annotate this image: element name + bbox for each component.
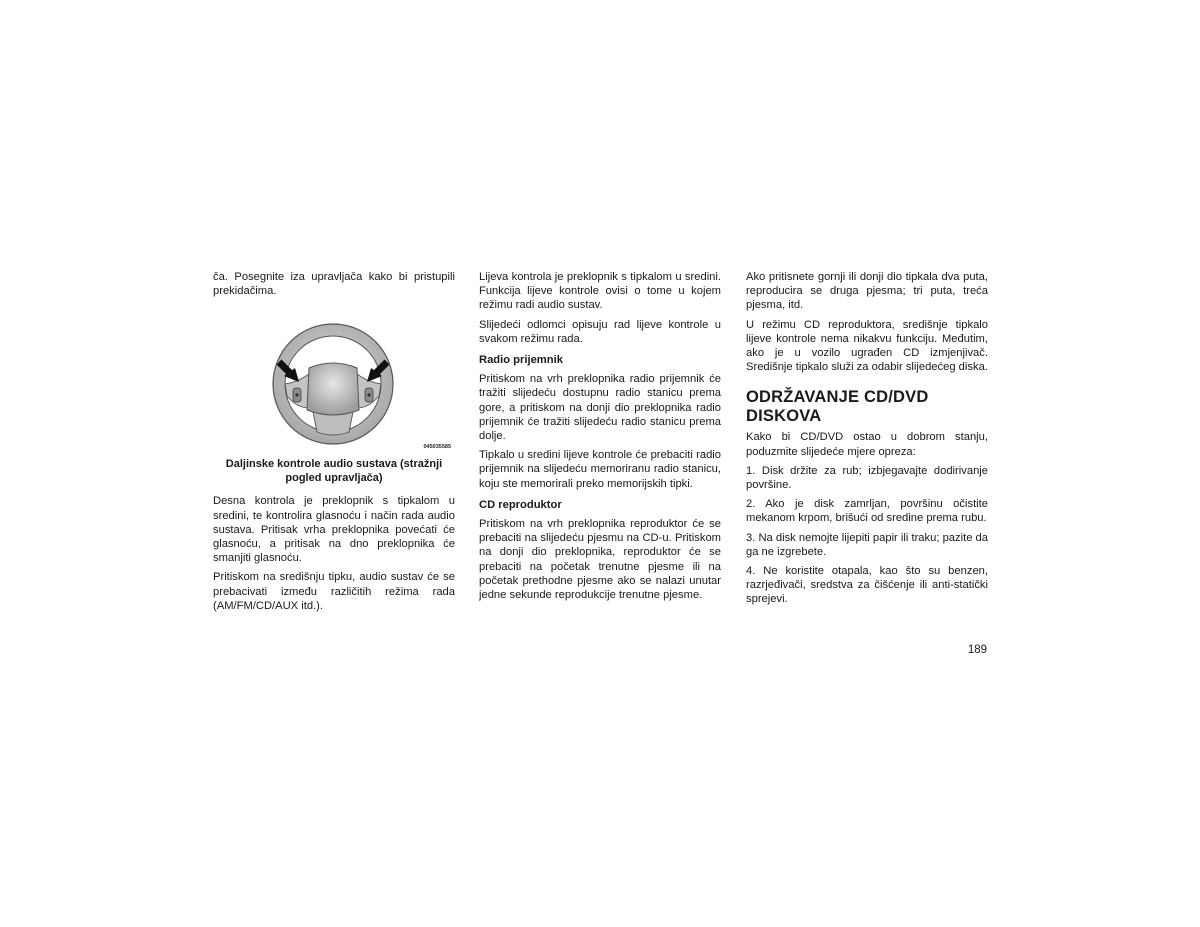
figure-code: 045035585 <box>423 444 451 451</box>
intro-paragraph: ča. Posegnite iza upravljača kako bi pristupili prekidačima. <box>213 271 455 298</box>
radio-paragraph-1: Pritiskom na vrh preklopnika radio prijemnik će tražiti slijedeću dostupnu radio stanicu prema gore, a pritiskom na donji dio preklopnika radio prijemnik će tražiti slijedeću radio stanicu prema dolje. <box>479 373 721 443</box>
radio-heading: Radio prijemnik <box>479 354 563 367</box>
cd-paragraph-2: Ako pritisnete gornji ili donji dio tipkala dva puta, reproducira se druga pjesma; tri puta, treća pjesma, itd. <box>746 271 988 312</box>
list-item: 1. Disk držite za rub; izbjegavajte dodirivanje površine. <box>746 464 988 492</box>
steering-wheel-illustration <box>213 312 455 452</box>
center-button-paragraph: Pritiskom na središnju tipku, audio sustav će se prebacivati između različitih režima rada (AM/FM/CD/AUX itd.). <box>213 571 455 612</box>
right-control-paragraph: Desna kontrola je preklopnik s tipkalom u sredini, te kontrolira glasnoću i način rada audio sustava. Pritisak vrha preklopnika povećati će glasnoću, a pritisak na dno preklopnika će smanjiti glasnoću. <box>213 495 455 565</box>
figure-caption: Daljinske kontrole audio sustava (stražnji pogled upravljača) <box>225 458 443 484</box>
steering-wheel-figure <box>213 312 455 452</box>
modes-paragraph: Slijedeći odlomci opisuju rad lijeve kontrole u svakom režimu rada. <box>479 318 721 345</box>
cd-paragraph-1: Pritiskom na vrh preklopnika reproduktor će se prebaciti na slijedeću pjesmu na CD-u. Pritiskom na donji dio preklopnika, reproduktor će se prebaciti na početak trenutne pjesme ili na početak prethodne pjesme ako se nalazi unutar jedne sekunde reprodukcije trenutne pjesme. <box>479 518 721 602</box>
left-control-paragraph: Lijeva kontrola je preklopnik s tipkalom u sredini. Funkcija lijeve kontrole ovisi o tome u kojem režimu radi audio sustav. <box>479 271 721 312</box>
maintenance-intro: Kako bi CD/DVD ostao u dobrom stanju, poduzmite slijedeće mjere opreza: <box>746 431 988 458</box>
list-item: 3. Na disk nemojte lijepiti papir ili traku; pazite da ga ne izgrebete. <box>746 531 988 558</box>
cd-heading: CD reproduktor <box>479 498 562 511</box>
cd-paragraph-3: U režimu CD reproduktora, središnje tipkalo lijeve kontrole nema nikakvu funkciju. Međutim, ako je u vozilo ugrađen CD izmjenjivač. Središnje tipkalo služi za odabir slijedećeg diska. <box>746 318 988 374</box>
column-middle <box>479 270 721 607</box>
section-heading: ODRŽAVANJE CD/DVD DISKOVA <box>746 388 929 426</box>
list-item: 4. Ne koristite otapala, kao što su benzen, razrjeđivači, sredstva za čišćenje ili anti-statički sprejevi. <box>746 565 988 606</box>
list-item: 2. Ako je disk zamrljan, površinu očistite mekanom krpom, brišući od sredine prema rubu. <box>746 498 988 525</box>
column-right <box>746 270 988 612</box>
page-number: 189 <box>967 644 987 656</box>
radio-paragraph-2: Tipkalo u sredini lijeve kontrole će prebaciti radio prijemnik na slijedeću memoriranu radio stanicu, koju ste memorirali preko memorijskih tipki. <box>479 449 721 490</box>
column-left <box>213 270 455 618</box>
